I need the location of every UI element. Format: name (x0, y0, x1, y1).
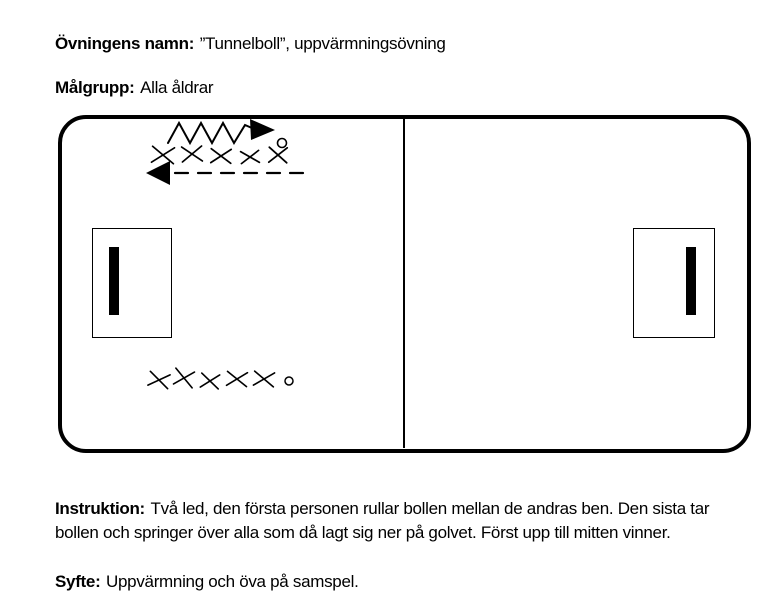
purpose-label: Syfte: (55, 572, 101, 591)
center-line (403, 119, 405, 448)
purpose-text: Uppvärmning och öva på samspel. (106, 572, 359, 591)
left-goal-box (92, 228, 172, 338)
exercise-name-value: ”Tunnelboll”, uppvärmningsövning (199, 34, 446, 53)
instruction-paragraph (55, 497, 757, 545)
purpose-line (55, 570, 359, 594)
target-group-line (55, 76, 213, 100)
exercise-name-line (55, 32, 446, 56)
target-group-value: Alla åldrar (140, 78, 214, 97)
left-goal-bar (109, 247, 119, 315)
instruction-text: Två led, den första personen rullar bollen mellan de andras ben. Den sista tar bollen och springer över alla som då lagt sig ner på golvet. Först upp till mitten vinner. (55, 499, 710, 542)
instruction-label: Instruktion: (55, 499, 145, 518)
right-goal-box (633, 228, 715, 338)
target-group-label: Målgrupp: (55, 78, 135, 97)
exercise-name-label: Övningens namn: (55, 34, 195, 53)
right-goal-bar (686, 247, 696, 315)
